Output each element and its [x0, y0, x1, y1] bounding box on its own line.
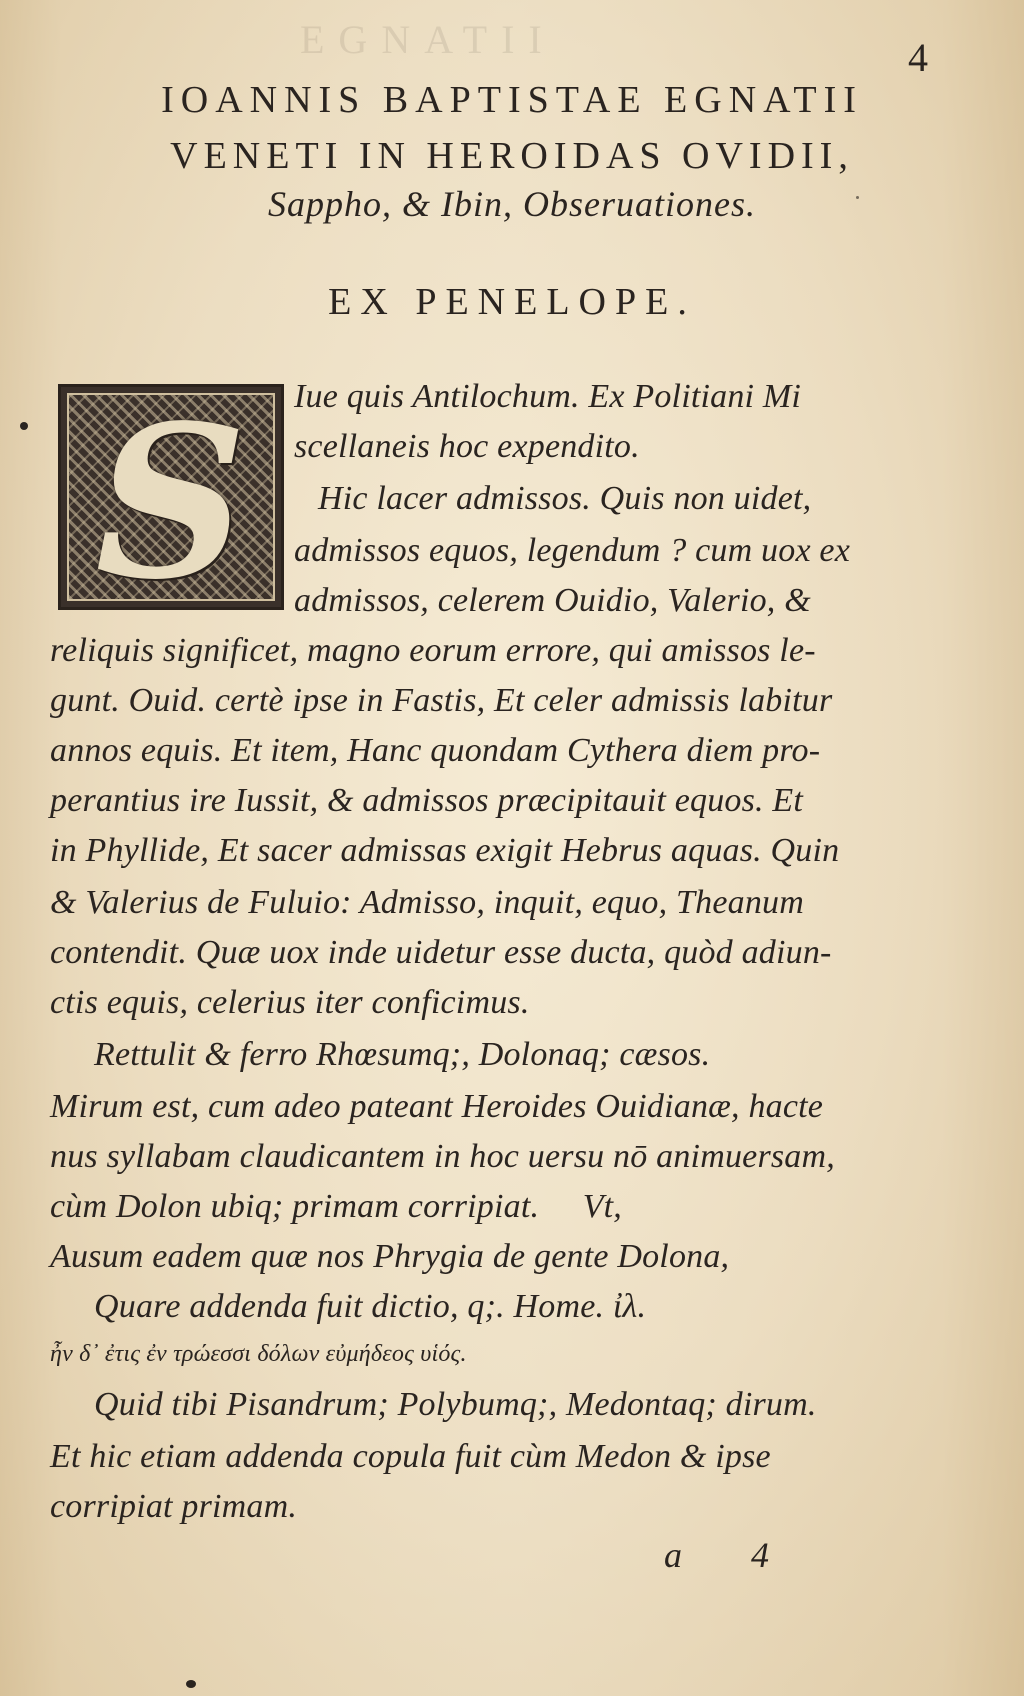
- text-line: cùm Dolon ubiq; primam corripiat. Vt,: [50, 1188, 623, 1225]
- ink-speck: [186, 1680, 196, 1688]
- text-line: Mirum est, cum adeo pateant Heroides Ouidianæ, hacte: [50, 1088, 824, 1125]
- text-line: ctis equis, celerius iter conficimus.: [50, 984, 530, 1021]
- show-through-running-head: EGNATII: [300, 17, 556, 62]
- greek-text-line: ἦν δ᾽ ἐτις ἐν τρώεσσι δόλων εὐμήδεος υἱός.: [50, 1341, 467, 1367]
- text-line: Quare addenda fuit dictio, q;. Home. ἰλ.: [94, 1288, 647, 1325]
- signature-mark: a 4: [664, 1535, 799, 1575]
- text-line: gunt. Ouid. certè ipse in Fastis, Et celer admissis labitur: [50, 682, 833, 719]
- title-line-1: IOANNIS BAPTISTAE EGNATII: [161, 79, 863, 121]
- text-line: contendit. Quæ uox inde uidetur esse ducta, quòd adiun-: [50, 934, 832, 971]
- text-line: & Valerius de Fuluio: Admisso, inquit, equo, Theanum: [50, 884, 804, 921]
- folio-number: 4: [908, 35, 928, 80]
- text-line: Quid tibi Pisandrum; Polybumq;, Medontaq; dirum.: [94, 1386, 817, 1423]
- woodcut-initial: [58, 379, 284, 626]
- text-line: nus syllabam claudicantem in hoc uersu nō animuersam,: [50, 1138, 835, 1175]
- ink-speck: [856, 196, 859, 199]
- title-line-3: Sappho, & Ibin, Obseruationes.: [268, 184, 756, 224]
- text-line: scellaneis hoc expendito.: [294, 428, 640, 465]
- text-line: reliquis significet, magno eorum errore, qui amissos le-: [50, 632, 816, 669]
- text-line: corripiat primam.: [50, 1488, 298, 1525]
- initial-letter: S: [95, 379, 247, 626]
- text-line: Rettulit & ferro Rhœsumq;, Dolonaq; cæsos.: [94, 1036, 711, 1073]
- text-line: Hic lacer admissos. Quis non uidet,: [318, 480, 812, 517]
- text-line: admissos, celerem Ouidio, Valerio, &: [294, 582, 811, 619]
- text-line: Iue quis Antilochum. Ex Politiani Mi: [294, 378, 802, 415]
- title-line-2: VENETI IN HEROIDAS OVIDII,: [170, 135, 854, 177]
- text-line: admissos equos, legendum ? cum uox ex: [294, 532, 851, 569]
- text-line: Ausum eadem quæ nos Phrygia de gente Dolona,: [50, 1238, 730, 1275]
- text-line: annos equis. Et item, Hanc quondam Cythera diem pro-: [50, 732, 821, 769]
- text-line: perantius ire Iussit, & admissos præcipitauit equos. Et: [50, 782, 804, 819]
- ink-speck: [20, 422, 28, 430]
- section-heading: EX PENELOPE.: [328, 281, 696, 323]
- text-line: in Phyllide, Et sacer admissas exigit Hebrus aquas. Quin: [50, 832, 840, 869]
- text-line: Et hic etiam addenda copula fuit cùm Medon & ipse: [50, 1438, 771, 1475]
